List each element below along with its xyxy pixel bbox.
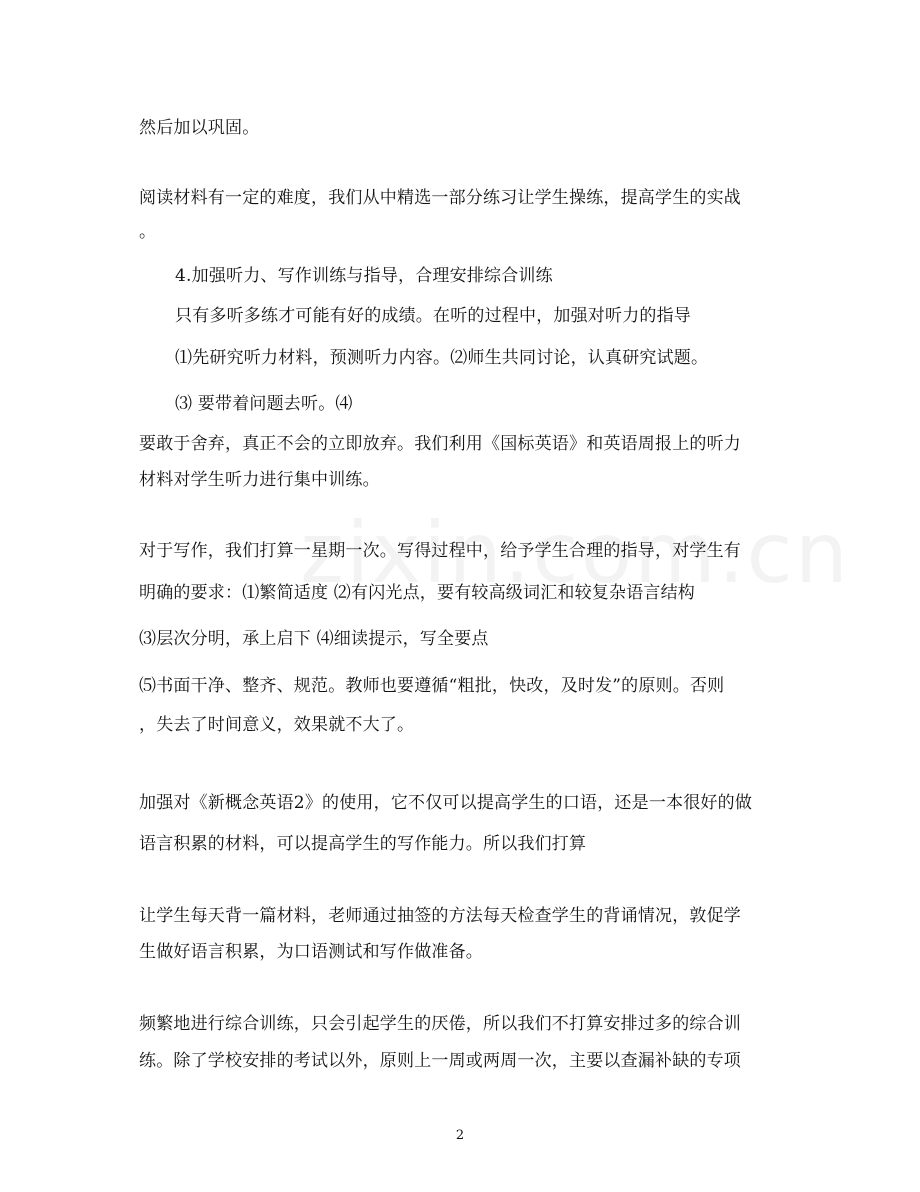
text-line: 让学生每天背一篇材料，老师通过抽签的方法每天检查学生的背诵情况，敦促学 <box>139 906 741 926</box>
section-heading: 4.加强听力、写作训练与指导，合理安排综合训练 <box>175 266 553 286</box>
text-line: 生做好语言积累，为口语测试和写作做准备。 <box>139 942 483 962</box>
page-number: 2 <box>455 1128 465 1143</box>
text-line: 对于写作，我们打算一星期一次。写得过程中，给予学生合理的指导，对学生有 <box>139 541 741 561</box>
text-line: ，失去了时间意义，效果就不大了。 <box>139 715 415 735</box>
text-line: 频繁地进行综合训练，只会引起学生的厌倦，所以我们不打算安排过多的综合训 <box>139 1014 741 1034</box>
text-line: ⑶ 要带着问题去听。⑷ <box>175 394 353 414</box>
text-line: 语言积累的材料，可以提高学生的写作能力。所以我们打算 <box>139 834 587 854</box>
text-line: 只有多听多练才可能有好的成绩。在听的过程中，加强对听力的指导 <box>175 306 691 326</box>
text-line: 然后加以巩固。 <box>139 118 260 138</box>
text-line: 阅读材料有一定的难度，我们从中精选一部分练习让学生操练，提高学生的实战 <box>139 188 741 208</box>
text-line: 明确的要求：⑴繁简适度 ⑵有闪光点，要有较高级词汇和较复杂语言结构 <box>139 583 696 603</box>
text-line: 要敢于舍弃，真正不会的立即放弃。我们利用《国标英语》和英语周报上的听力 <box>139 434 741 454</box>
text-line: ⑴先研究听力材料，预测听力内容。⑵师生共同讨论，认真研究试题。 <box>175 348 709 368</box>
text-line: ⑸书面干净、整齐、规范。教师也要遵循“粗批，快改，及时发”的原则。否则 <box>139 676 725 696</box>
text-line: ⑶层次分明，承上启下 ⑷细读提示，写全要点 <box>139 629 489 649</box>
text-line: 练。除了学校安排的考试以外，原则上一周或两周一次，主要以查漏补缺的专项 <box>139 1051 741 1071</box>
text-line: 加强对《新概念英语2》的使用，它不仅可以提高学生的口语，还是一本很好的做 <box>139 793 753 813</box>
text-line: 。 <box>139 222 157 242</box>
text-line: 材料对学生听力进行集中训练。 <box>139 470 380 490</box>
